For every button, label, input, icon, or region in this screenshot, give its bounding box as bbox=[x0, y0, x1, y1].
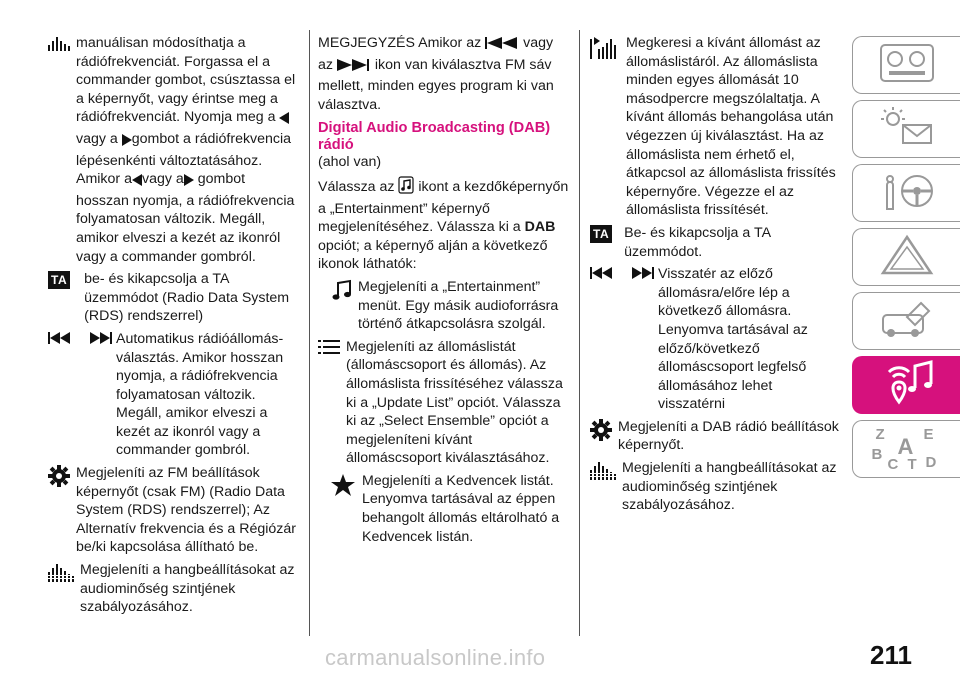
dab-intro: Válassza az ikont a kezdőképernyőn a „Entertainment” képernyő megjelenítéséhez. Válassza ki a DAB opciót; a képernyő alján a következő ikonok láthatók: bbox=[318, 176, 570, 274]
tab-index[interactable] bbox=[852, 420, 960, 478]
triangle-right-icon bbox=[122, 133, 132, 152]
signal-bars-icon bbox=[48, 35, 70, 51]
scan-text: Megkeresi a kívánt állomást az állomáslistáról. Az állomáslista minden egyes állomását 10 másodpercre megszólaltatja. A kívánt állomás behangolása után végezzen új kiválasztást. Ha az állomáslista nem érhető el, átkapcsol az állomáslista frissítés képernyőre. Végezze el az állomáslista frissítését. bbox=[626, 35, 836, 219]
sound-settings-row bbox=[590, 459, 842, 515]
page-number: 211 bbox=[870, 640, 912, 670]
triangle-left-icon bbox=[279, 111, 289, 130]
sound-settings-text: Megjeleníti a hangbeállításokat az audiominőség szintjének szabályozásához. bbox=[622, 460, 837, 514]
tab-warning-lights[interactable] bbox=[852, 100, 960, 158]
column-divider bbox=[579, 30, 580, 636]
scan-row bbox=[590, 34, 842, 220]
star-icon bbox=[330, 473, 356, 497]
skip-back-forward-icon bbox=[590, 266, 654, 280]
station-list-row bbox=[318, 338, 570, 468]
manual-tuning-section bbox=[48, 34, 300, 266]
ta-row bbox=[48, 270, 300, 326]
index-abc-icon: Z E A B C T D bbox=[871, 426, 937, 473]
ta-text: Be- és kikapcsolja a TA üzemmódot. bbox=[624, 224, 771, 260]
equalizer-icon bbox=[590, 460, 616, 480]
gear-icon bbox=[48, 465, 70, 487]
skip-back-forward-icon bbox=[48, 331, 112, 345]
warning-triangle-icon bbox=[877, 233, 937, 282]
column-divider bbox=[309, 30, 310, 636]
tab-multimedia[interactable] bbox=[852, 356, 960, 414]
skip-forward-icon bbox=[337, 58, 371, 78]
wrench-icon bbox=[877, 297, 937, 346]
multimedia-icon bbox=[877, 358, 937, 413]
triangle-right-icon bbox=[184, 173, 194, 192]
auto-select-text: Automatikus rádióállomás-választás. Amikor hosszan nyomja, a rádiófrekvencia folyamatosan változik. Megáll, amikor elveszi a kezét az ikonról vagy a commander gombról. bbox=[116, 330, 284, 459]
column-2 bbox=[318, 34, 570, 550]
sound-settings-text: Megjeleníti a hangbeállításokat az audiominőség szintjének szabályozásához. bbox=[80, 562, 295, 616]
dab-heading: Digital Audio Broadcasting (DAB) rádió bbox=[318, 120, 551, 153]
fm-settings-text: Megjeleníti az FM beállítások képernyőt (csak FM) (Radio Data System (RDS) rendszerrel); Az Alternatív frekvencia és a Régiózár be/ki kapcsolása állítható be. bbox=[76, 465, 297, 556]
manual-tuning-text: manuálisan módosíthatja a rádiófrekvenciát. Forgassa el a commander gombot, csúsztassa el a képernyőt, vagy érintse meg a rádiófrekvenciát. Nyomja meg a vagy a gombot a rádiófrekvencia lépésenkénti változtatásához. Amikor a vagy a gombot hosszan nyomja, a rádiófrekvencia folyamatosan változik. Megáll, amikor elveszi a kezét az ikonról vagy a commander gombról. bbox=[76, 35, 296, 265]
ta-icon: TA bbox=[48, 271, 70, 289]
tab-start-driving[interactable] bbox=[852, 164, 960, 222]
entertainment-text: Megjeleníti a „Entertainment” menüt. Egy másik audioforrásra történő átkapcsolásra szolgál. bbox=[358, 278, 559, 333]
equalizer-icon bbox=[48, 562, 74, 582]
music-note-icon bbox=[332, 279, 352, 301]
scan-icon bbox=[590, 35, 616, 59]
tab-dashboard[interactable] bbox=[852, 36, 960, 94]
column-1 bbox=[48, 34, 300, 621]
dab-settings-text: Megjeleníti a DAB rádió beállítások képernyőt. bbox=[618, 418, 839, 454]
ta-row bbox=[590, 224, 842, 261]
sound-settings-row bbox=[48, 561, 300, 617]
note-paragraph: MEGJEGYZÉS Amikor az vagy az ikon van kiválasztva FM sáv mellett, minden egyes program ki van választva. bbox=[318, 35, 554, 113]
dab-settings-row bbox=[590, 418, 842, 455]
watermark: carmanualsonline.info bbox=[325, 645, 546, 670]
steering-wheel-icon bbox=[877, 169, 937, 218]
triangle-left-icon bbox=[132, 173, 142, 192]
skip-text: Visszatér az előző állomásra/előre lép a következő állomásra. Lenyomva tartásával az előző/következő állomáscsoport legfelső állomásához lehet visszatérni bbox=[658, 266, 808, 413]
chapter-tabs bbox=[852, 36, 960, 484]
column-3 bbox=[590, 34, 842, 519]
fm-settings-row bbox=[48, 464, 300, 557]
ta-text: be- és kikapcsolja a TA üzemmódot (Radio Data System (RDS) rendszerrel) bbox=[84, 271, 290, 325]
entertainment-row bbox=[318, 278, 570, 334]
favorites-row bbox=[318, 472, 570, 546]
auto-select-row bbox=[48, 330, 300, 460]
tab-maintenance[interactable] bbox=[852, 292, 960, 350]
tab-emergency[interactable] bbox=[852, 228, 960, 286]
list-icon bbox=[318, 339, 340, 355]
station-list-text: Megjeleníti az állomáslistát (állomáscsoport és állomás). Az állomáslista frissítéséhez válassza ki a „Update List” opciót. Válassza ki az „Select Ensemble” opciót a megjeleníteni kívánt állomáscsoport kiválasztásához. bbox=[346, 338, 563, 467]
car-dashboard-icon bbox=[877, 41, 937, 90]
dab-subheading: (ahol van) bbox=[318, 154, 382, 171]
warning-lights-icon bbox=[877, 105, 937, 154]
music-note-icon bbox=[398, 176, 414, 200]
skip-back-icon bbox=[485, 36, 519, 56]
favorites-text: Megjeleníti a Kedvencek listát. Lenyomva tartásával az éppen behangolt állomás eltárolható a Kedvencek listán. bbox=[362, 472, 560, 545]
skip-row bbox=[590, 265, 842, 414]
gear-icon bbox=[590, 419, 612, 441]
ta-icon: TA bbox=[590, 225, 612, 243]
